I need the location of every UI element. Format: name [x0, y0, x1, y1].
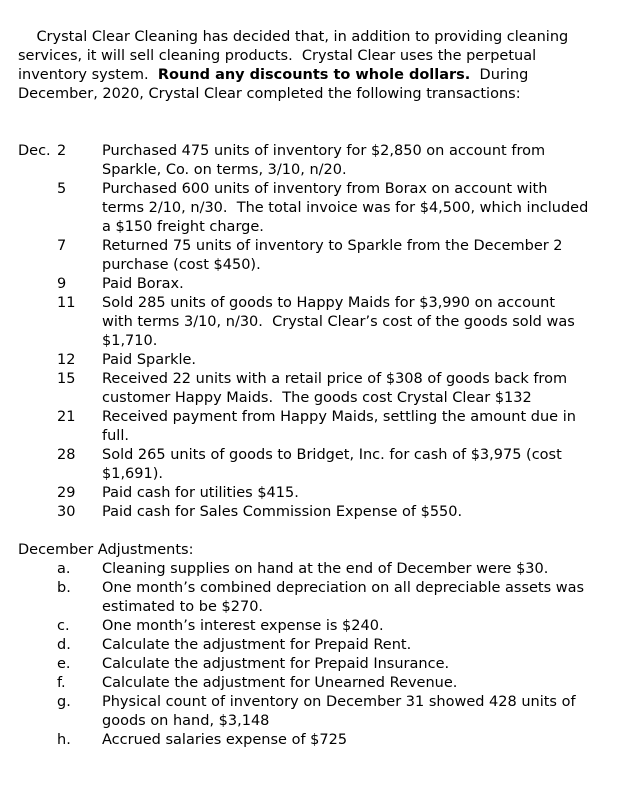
intro-text-part1: Crystal Clear Cleaning has decided that, in addition to providing cleaning services, it will sell cleaning products. Crystal Clear uses the perpetual inventory system.: [18, 29, 573, 83]
intro-bold-instruction: Round any discounts to whole dollars.: [157, 67, 471, 83]
transaction-day: 5: [57, 181, 67, 197]
adjustment-letter: a.: [57, 561, 71, 577]
transaction-row: [18, 237, 621, 275]
adjustment-row: [18, 560, 621, 579]
transaction-text: Paid cash for utilities $415.: [102, 485, 299, 501]
adjustment-row: [18, 693, 621, 731]
transaction-row: [18, 180, 621, 237]
transaction-day: 15: [57, 371, 76, 387]
adjustment-text: Cleaning supplies on hand at the end of December were $30.: [102, 561, 549, 577]
adjustment-text: Calculate the adjustment for Prepaid Insurance.: [102, 656, 450, 672]
transaction-day: 12: [57, 352, 76, 368]
adjustment-text: One month’s combined depreciation on all depreciable assets was estimated to be $270.: [102, 580, 589, 615]
transaction-day: 29: [57, 485, 76, 501]
adjustments-heading: December Adjustments:: [18, 542, 194, 558]
adjustments-list: [18, 560, 621, 750]
transaction-text: Paid Borax.: [102, 276, 184, 292]
transaction-row: [18, 503, 621, 522]
transaction-row: [18, 294, 621, 351]
intro-text-part2: During December, 2020, Crystal Clear completed the following transactions:: [18, 67, 533, 102]
adjustment-row: [18, 579, 621, 617]
transaction-day: 2: [57, 143, 67, 159]
adjustment-letter: g.: [57, 694, 71, 710]
transaction-row: [18, 408, 621, 446]
transaction-text: Paid cash for Sales Commission Expense of $550.: [102, 504, 463, 520]
transaction-day: 9: [57, 276, 67, 292]
adjustment-text: One month’s interest expense is $240.: [102, 618, 384, 634]
transaction-text: Returned 75 units of inventory to Sparkle from the December 2 purchase (cost $450).: [102, 238, 568, 273]
transaction-day: 7: [57, 238, 67, 254]
adjustment-row: [18, 636, 621, 655]
adjustment-text: Calculate the adjustment for Prepaid Rent.: [102, 637, 412, 653]
adjustment-letter: h.: [57, 732, 71, 748]
adjustment-row: [18, 674, 621, 693]
transaction-text: Sold 265 units of goods to Bridget, Inc. for cash of $3,975 (cost $1,691).: [102, 447, 567, 482]
adjustment-row: [18, 617, 621, 636]
adjustment-letter: c.: [57, 618, 70, 634]
transaction-text: Received payment from Happy Maids, settling the amount due in full.: [102, 409, 581, 444]
transaction-row: [18, 275, 621, 294]
transaction-row: [18, 370, 621, 408]
transaction-day: 28: [57, 447, 76, 463]
adjustment-text: Accrued salaries expense of $725: [102, 732, 348, 748]
adjustment-letter: e.: [57, 656, 71, 672]
transaction-day: 21: [57, 409, 76, 425]
transaction-text: Paid Sparkle.: [102, 352, 197, 368]
transaction-row: [18, 351, 621, 370]
transaction-text: Purchased 600 units of inventory from Borax on account with terms 2/10, n/30. The total invoice was for $4,500, which included a $150 freight charge.: [102, 181, 593, 235]
adjustment-text: Calculate the adjustment for Unearned Revenue.: [102, 675, 458, 691]
transaction-text: Sold 285 units of goods to Happy Maids for $3,990 on account with terms 3/10, n/30. Crystal Clear’s cost of the goods sold was $1,710.: [102, 295, 580, 349]
transaction-text: Purchased 475 units of inventory for $2,850 on account from Sparkle, Co. on terms, 3/10, n/20.: [102, 143, 550, 178]
transaction-list: [18, 142, 621, 522]
transaction-date-prefix: Dec.: [18, 143, 51, 159]
transaction-text: Received 22 units with a retail price of $308 of goods back from customer Happy Maids. The goods cost Crystal Clear $132: [102, 371, 572, 406]
intro-paragraph: [18, 9, 596, 123]
adjustment-row: [18, 655, 621, 674]
adjustment-row: [18, 731, 621, 750]
adjustment-letter: b.: [57, 580, 71, 596]
transaction-row: [18, 484, 621, 503]
transaction-day: 30: [57, 504, 76, 520]
transaction-row: [18, 446, 621, 484]
adjustment-letter: f.: [57, 675, 66, 691]
transaction-day: 11: [57, 295, 76, 311]
transaction-row: [18, 142, 621, 180]
adjustment-letter: d.: [57, 637, 71, 653]
adjustment-text: Physical count of inventory on December 31 showed 428 units of goods on hand, $3,148: [102, 694, 581, 729]
